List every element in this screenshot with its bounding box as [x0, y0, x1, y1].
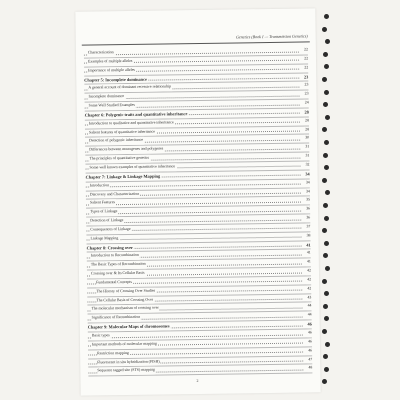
toc-entry-title: Detection of Linkage: [90, 217, 124, 225]
toc-entry-page: 23: [304, 91, 309, 99]
binder-hole: [323, 102, 328, 107]
toc-entry-page: 44: [307, 312, 312, 320]
toc-entry-title: Characterization: [88, 49, 115, 57]
toc-entry-page: 43: [306, 294, 311, 302]
toc-entry-title: Important methods of molecular mapping: [92, 340, 158, 349]
toc-entry-title: Consequences of Linkage: [90, 226, 131, 234]
toc-entry-page: 44: [307, 303, 312, 311]
toc-entry-title: Salient features of quantitative inheritance: [89, 128, 156, 137]
binder-hole: [325, 39, 330, 44]
toc-entry-page: 24: [304, 100, 309, 108]
toc-entry-title: A general account of dominant recessive relationship: [88, 84, 172, 93]
toc-entry-page: 22: [303, 64, 308, 72]
toc-entry-page: 28: [304, 117, 309, 125]
toc-entry-page: 38: [306, 232, 311, 240]
toc-entry-page: 23: [303, 82, 308, 90]
toc-entry-page: 47: [307, 356, 312, 364]
dot-leader: [84, 51, 299, 55]
toc-entry-title: The principles of quantitative genetics: [89, 155, 150, 163]
toc-entry-page: 42: [306, 268, 311, 276]
toc-entry-title: Basic types: [92, 332, 111, 340]
binder-hole: [324, 14, 329, 19]
toc-entry-page: 48: [307, 365, 312, 373]
toc-entry-title: Chapter 7: Linkage & Linkage Mapping: [85, 173, 161, 180]
toc-entry-title: Introduction to qualitative and quantitative inheritance: [89, 119, 175, 128]
running-header: Genetics (Book I — Transmission Genetics): [235, 33, 308, 40]
toc-entry-page: 22: [303, 55, 308, 63]
toc-entry-title: Introduction to Recombination: [91, 252, 140, 260]
binder-hole: [325, 115, 330, 120]
table-of-contents: [84, 46, 313, 376]
toc-entry-row: [88, 365, 312, 377]
binder-hole: [323, 153, 328, 158]
binder-hole: [324, 241, 329, 246]
toc-entry-title: Significance of Recombination: [92, 314, 142, 322]
binder-hole: [325, 342, 330, 347]
toc-entry-page: 36: [305, 214, 310, 222]
toc-entry-page: 31: [304, 153, 309, 161]
binder-hole: [322, 77, 327, 82]
toc-entry-page: 46: [307, 321, 312, 327]
dot-leader: [86, 201, 301, 205]
toc-entry-title: Chapter 8: Crossing over: [86, 244, 133, 251]
binder-hole: [323, 304, 328, 309]
toc-entry-title: Linkage Mapping: [90, 235, 119, 243]
toc-entry-title: The Basic Types of Recombination: [91, 261, 147, 269]
document-page: [75, 8, 320, 395]
binder-hole: [324, 64, 329, 69]
binder-hole: [322, 27, 327, 32]
binder-hole: [322, 279, 327, 284]
toc-entry-page: 30: [304, 135, 309, 143]
toc-entry-page: 46: [307, 338, 312, 346]
toc-entry-title: The History of Crossing Over Studies: [96, 287, 156, 295]
dot-leader: [86, 210, 301, 214]
toc-entry-title: Chapter 6: Polygenic traits and quantitative inheritance: [84, 111, 188, 118]
dot-leader: [86, 184, 301, 188]
toc-entry-page: 41: [306, 250, 311, 258]
toc-entry-page: 28: [304, 109, 309, 115]
toc-entry-title: Incomplete dominance: [88, 93, 125, 101]
toc-entry-page: 23: [303, 73, 309, 80]
binder-hole: [324, 316, 329, 321]
binder-hole: [324, 216, 329, 221]
toc-entry-page: 36: [305, 206, 310, 214]
toc-entry-title: Chapter 5: Incomplete dominance: [84, 76, 147, 83]
binder-hole: [323, 253, 328, 258]
toc-entry-title: Examples of multiple alleles: [88, 58, 134, 66]
toc-entry-title: Fluorescent in situ hybridization (FISH): [97, 358, 161, 366]
binder-hole: [322, 379, 327, 384]
toc-entry-page: 31: [304, 144, 309, 152]
toc-entry-page: 22: [303, 46, 308, 54]
binder-hole: [325, 190, 330, 195]
toc-entry-title: Importance of multiple alleles: [88, 67, 136, 75]
toc-entry-title: Chapter 9: Molecular Maps of chromosomes: [87, 323, 170, 330]
binder-hole: [324, 367, 329, 372]
toc-entry-title: Differences between monogenes and polygenes: [89, 146, 164, 155]
binder-hole: [322, 228, 327, 233]
binder-hole: [324, 165, 329, 170]
toc-entry-page: 28: [304, 126, 309, 134]
toc-entry-title: Salient Features: [90, 199, 116, 207]
header-rule: [82, 41, 310, 45]
binder-hole: [323, 354, 328, 359]
binder-hole: [322, 127, 327, 132]
binder-hole: [323, 203, 328, 208]
toc-entry-page: 32: [305, 161, 310, 169]
toc-entry-page: 41: [306, 241, 311, 248]
toc-entry-title: Detection of polygenic inheritance: [89, 137, 144, 145]
page-number: 2: [196, 378, 199, 384]
toc-entry-title: Sequence tagged site (STS) mapping: [97, 367, 156, 375]
binder-hole: [323, 52, 328, 57]
toc-entry-page: 42: [306, 285, 311, 293]
toc-entry-page: 37: [305, 223, 310, 231]
binder-hole: [324, 291, 329, 296]
toc-entry-page: 35: [305, 197, 310, 205]
toc-entry-page: 46: [307, 347, 312, 355]
binder-hole: [324, 140, 329, 145]
toc-entry-title: Discovery and Characterization: [90, 190, 140, 198]
binder-hole: [322, 329, 327, 334]
toc-entry-page: 46: [307, 329, 312, 337]
binder-hole: [322, 178, 327, 183]
toc-entry-page: 34: [305, 188, 310, 196]
toc-entry-title: Some Well Studied Examples: [89, 102, 136, 110]
toc-entry-title: The molecular mechanism of crossing over: [91, 305, 159, 314]
toc-entry-title: Restriction mapping: [97, 350, 130, 358]
dot-leader: [88, 334, 303, 338]
binder-hole: [324, 90, 329, 95]
toc-entry-title: Crossing over & Its Cellular Basis: [91, 270, 146, 278]
toc-entry-page: 34: [305, 179, 310, 187]
toc-entry-page: 34: [305, 171, 310, 177]
toc-entry-title: Introduction: [90, 182, 110, 190]
toc-entry-page: 41: [306, 259, 311, 267]
toc-entry-title: Fundamental Concepts: [96, 279, 133, 287]
toc-entry-title: Some well known examples of quantitative inheritance: [89, 163, 176, 172]
toc-entry-page: 42: [306, 276, 311, 284]
toc-entry-title: Types of Linkage: [90, 208, 118, 216]
binder-hole: [325, 266, 330, 271]
toc-entry-title: The Cellular Basis of Crossing Over: [96, 296, 154, 304]
